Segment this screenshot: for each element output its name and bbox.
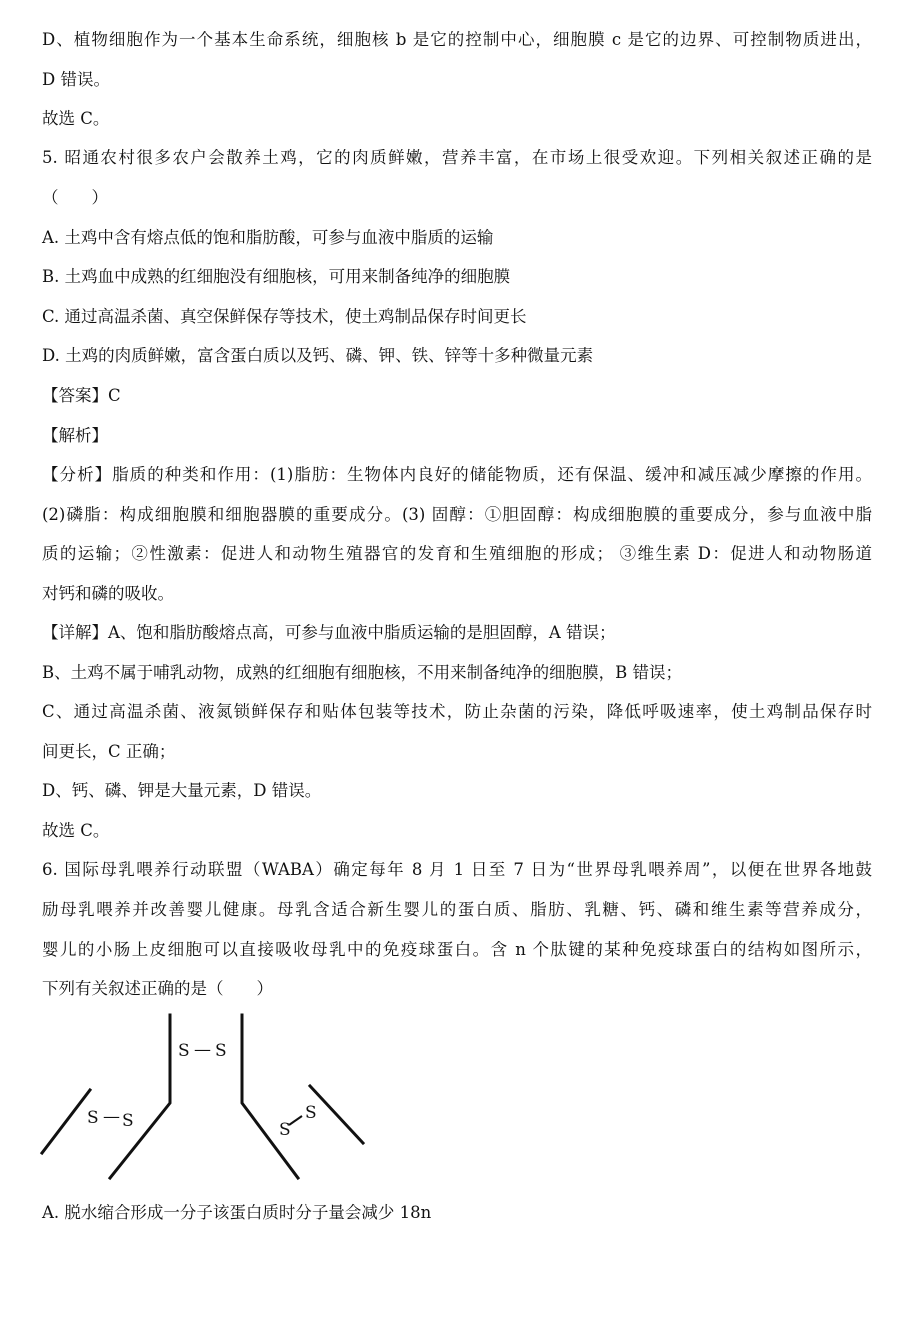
disulfide-bond-right	[279, 1103, 317, 1140]
option-a: A. 脱水缩合形成一分子该蛋白质时分子量会减少 18n	[42, 1203, 432, 1222]
answer-bracket: （ ）	[42, 188, 108, 207]
detail-text: D、钙、磷、钾是大量元素，D 错误。	[42, 781, 322, 800]
analysis-text: (2)磷脂：构成细胞膜和细胞器膜的重要成分。(3) 固醇：①胆固醇：构成细胞膜的重要成分，参与血液中脂	[42, 505, 872, 524]
immunoglobulin-structure-diagram	[30, 1010, 390, 1185]
bond-dash: —	[194, 1040, 211, 1060]
heavy-chain-left	[110, 1015, 170, 1178]
sulfur-atom: S	[215, 1041, 227, 1061]
detail-text: 间更长，C 正确；	[42, 742, 176, 761]
option-d: D. 土鸡的肉质鲜嫩，富含蛋白质以及钙、磷、钾、铁、锌等十多种微量元素	[42, 346, 594, 365]
answer-label: 【答案】C	[42, 386, 121, 405]
question-5-stem: 5. 昭通农村很多农户会散养土鸡，它的肉质鲜嫩，营养丰富，在市场上很受欢迎。下列相关叙述正确的是	[42, 148, 872, 167]
option-a: A. 土鸡中含有熔点低的饱和脂肪酸，可参与血液中脂质的运输	[42, 228, 494, 247]
sulfur-atom: S	[178, 1041, 190, 1061]
sulfur-atom: S	[122, 1111, 134, 1131]
disulfide-bond-top	[178, 1040, 227, 1061]
question-6-stem: 6. 国际母乳喂养行动联盟（WABA）确定每年 8 月 1 日至 7 日为“世界母乳喂养周”，以便在世界各地鼓	[42, 860, 872, 879]
bond-dash: —	[103, 1107, 120, 1127]
heavy-chain-right	[242, 1015, 298, 1178]
text-line: 故选 C。	[42, 109, 110, 128]
sulfur-atom: S	[279, 1120, 291, 1140]
sulfur-atom: S	[87, 1108, 99, 1128]
question-6-stem: 婴儿的小肠上皮细胞可以直接吸收母乳中的免疫球蛋白。含 n 个肽键的某种免疫球蛋白的结构如图所示，	[42, 940, 872, 959]
disulfide-bond-left	[87, 1107, 134, 1131]
light-chain-left	[42, 1090, 90, 1153]
sulfur-atom: S	[305, 1103, 317, 1123]
question-6-stem: 下列有关叙述正确的是（ ）	[42, 979, 273, 998]
analysis-label: 【解析】	[42, 426, 108, 445]
detail-text: B、土鸡不属于哺乳动物，成熟的红细胞有细胞核，不用来制备纯净的细胞膜，B 错误；	[42, 663, 682, 682]
detail-text: C、通过高温杀菌、液氮锁鲜保存和贴体包装等技术，防止杂菌的污染，降低呼吸速率，使土鸡制品保存时	[42, 702, 872, 721]
question-6-stem: 励母乳喂养并改善婴儿健康。母乳含适合新生婴儿的蛋白质、脂肪、乳糖、钙、磷和维生素等营养成分，	[42, 900, 872, 919]
analysis-text: 【分析】脂质的种类和作用：(1)脂肪：生物体内良好的储能物质，还有保温、缓冲和减压减少摩擦的作用。	[42, 465, 872, 484]
analysis-text: 对钙和磷的吸收。	[42, 584, 174, 603]
light-chain-right	[310, 1086, 363, 1143]
option-c: C. 通过高温杀菌、真空保鲜保存等技术，使土鸡制品保存时间更长	[42, 307, 527, 326]
bond-dash	[289, 1116, 302, 1125]
text-line: D 错误。	[42, 70, 110, 89]
option-b: B. 土鸡血中成熟的红细胞没有细胞核，可用来制备纯净的细胞膜	[42, 267, 511, 286]
text-line: 故选 C。	[42, 821, 110, 840]
text-line: D、植物细胞作为一个基本生命系统，细胞核 b 是它的控制中心，细胞膜 c 是它的边界、可控制物质进出，	[42, 30, 872, 49]
detail-text: 【详解】A、饱和脂肪酸熔点高，可参与血液中脂质运输的是胆固醇，A 错误；	[42, 623, 616, 642]
analysis-text: 质的运输；②性激素：促进人和动物生殖器官的发育和生殖细胞的形成； ③维生素 D：促进人和动物肠道	[42, 544, 872, 563]
